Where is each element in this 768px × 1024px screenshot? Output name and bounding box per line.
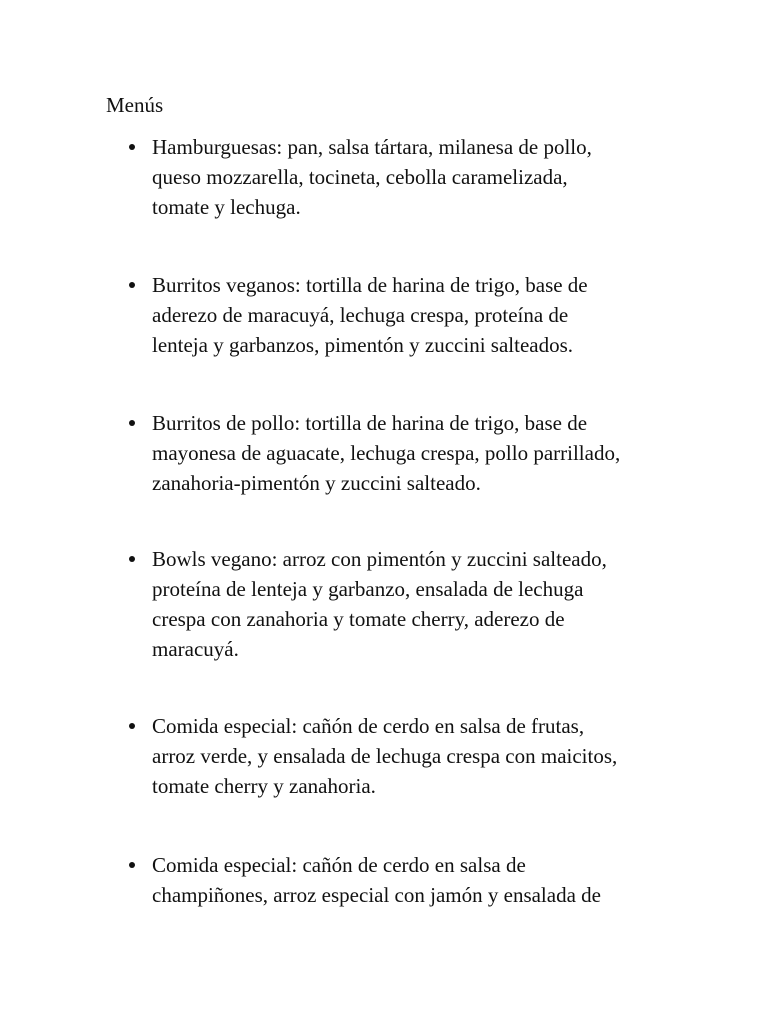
- list-item-line: aderezo de maracuyá, lechuga crespa, proteína de: [152, 303, 569, 327]
- list-item-line: Comida especial: cañón de cerdo en salsa de: [152, 853, 526, 877]
- list-item-line: proteína de lenteja y garbanzo, ensalada de lechuga: [152, 577, 584, 601]
- list-item-text: [152, 132, 672, 222]
- list-item-line: Burritos de pollo: tortilla de harina de trigo, base de: [152, 411, 588, 435]
- bullet-icon: [129, 420, 135, 426]
- list-item-text: [152, 711, 672, 801]
- list-item-line: mayonesa de aguacate, lechuga crespa, pollo parrillado,: [152, 441, 621, 465]
- bullet-icon: [129, 282, 135, 288]
- list-item-text: [152, 408, 672, 498]
- bullet-icon: [129, 144, 135, 150]
- bullet-icon: [129, 723, 135, 729]
- list-item-line: Comida especial: cañón de cerdo en salsa de frutas,: [152, 714, 585, 738]
- list-item-line: tomate cherry y zanahoria.: [152, 774, 376, 798]
- bullet-icon: [129, 556, 135, 562]
- bullet-icon: [129, 862, 135, 868]
- list-item-line: tomate y lechuga.: [152, 195, 301, 219]
- list-item-line: arroz verde, y ensalada de lechuga crespa con maicitos,: [152, 744, 618, 768]
- list-item-line: maracuyá.: [152, 637, 239, 661]
- list-item-text: [152, 544, 672, 664]
- page-title: Menús: [106, 93, 164, 117]
- list-item-line: lenteja y garbanzos, pimentón y zuccini salteados.: [152, 333, 574, 357]
- list-item-line: queso mozzarella, tocineta, cebolla caramelizada,: [152, 165, 568, 189]
- list-item-line: Bowls vegano: arroz con pimentón y zuccini salteado,: [152, 547, 607, 571]
- list-item-line: crespa con zanahoria y tomate cherry, aderezo de: [152, 607, 565, 631]
- list-item-line: champiñones, arroz especial con jamón y ensalada de: [152, 883, 601, 907]
- list-item-line: Burritos veganos: tortilla de harina de trigo, base de: [152, 273, 588, 297]
- list-item-text: [152, 270, 672, 360]
- list-item-line: Hamburguesas: pan, salsa tártara, milanesa de pollo,: [152, 135, 592, 159]
- list-item-line: zanahoria-pimentón y zuccini salteado.: [152, 471, 481, 495]
- list-item-text: [152, 850, 672, 910]
